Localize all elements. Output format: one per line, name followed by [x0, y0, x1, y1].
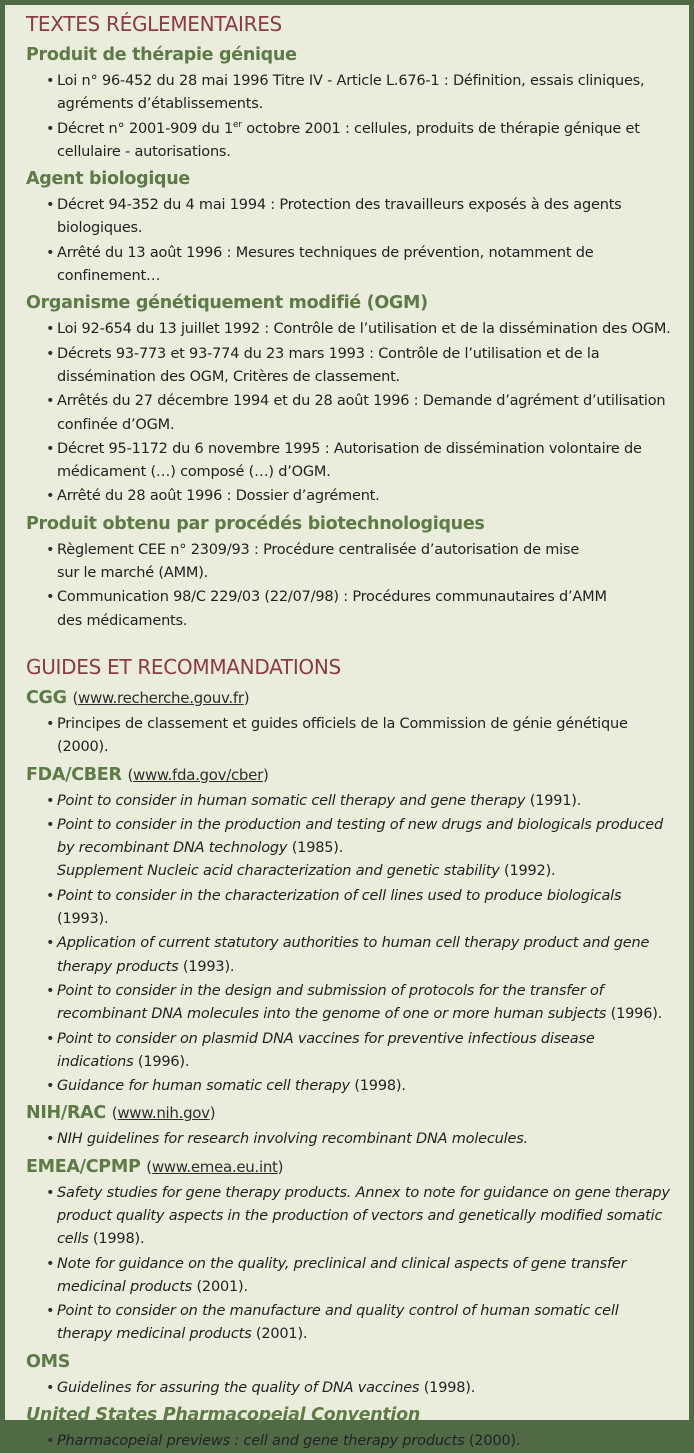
- list-item: • Loi 92-654 du 13 juillet 1992 : Contrôle de l’utilisation et de la dissémination des OGM.: [46, 318, 675, 341]
- list-therapie-genique: [26, 70, 675, 164]
- heading-usp: United States Pharmacopeial Convention: [26, 1405, 421, 1426]
- item-year: (1996).: [133, 1053, 190, 1070]
- list-agent-biologique: [26, 194, 675, 288]
- list-oms: [26, 1377, 675, 1400]
- list-item: • Décret 94-352 du 4 mai 1994 : Protection des travailleurs exposés à des agents biologiques.: [46, 194, 675, 241]
- item-title: Note for guidance on the quality, preclinical and clinical aspects of gene transfer medicinal products: [57, 1255, 627, 1295]
- item-title: Guidelines for assuring the quality of DNA vaccines: [57, 1379, 420, 1396]
- superscript: er: [233, 119, 242, 130]
- org-name: EMEA/CPMP: [26, 1156, 141, 1177]
- item-title: Guidance for human somatic cell therapy: [57, 1078, 350, 1095]
- heading-fda: [26, 765, 675, 785]
- list-item: • Arrêté du 28 août 1996 : Dossier d’agrément.: [46, 485, 675, 508]
- item-title: Pharmacopeial previews : cell and gene therapy products: [57, 1433, 465, 1450]
- heading-ogm: Organisme génétiquement modifié (OGM): [26, 293, 428, 314]
- item-year: (1992).: [499, 863, 556, 880]
- list-item: • Décret 95-1172 du 6 novembre 1995 : Autorisation de dissémination volontaire de médicament (…) composé (…) d’OGM.: [46, 438, 675, 485]
- heading-oms: OMS: [26, 1351, 70, 1372]
- item-year: (2001).: [251, 1326, 308, 1343]
- list-item: [46, 1075, 675, 1098]
- list-item: • Communication 98/C 229/03 (22/07/98) : Procédures communautaires d’AMM des médicaments.: [46, 586, 675, 633]
- item-title: Application of current statutory authorities to human cell therapy product and gene therapy products: [57, 935, 650, 975]
- item-title: NIH guidelines for research involving recombinant DNA molecules.: [57, 1131, 528, 1148]
- org-name: NIH/RAC: [26, 1103, 106, 1124]
- list-item: [46, 932, 675, 979]
- item-year: (1993).: [178, 958, 235, 975]
- section-title-textes: TEXTES RÉGLEMENTAIRES: [26, 12, 282, 36]
- list-item: • Principes de classement et guides officiels de la Commission de génie génétique (2000).: [46, 713, 675, 760]
- fda-link[interactable]: www.fda.gov/cber: [133, 765, 263, 784]
- item-year: (1993).: [57, 911, 109, 928]
- item-text: octobre 2001 : cellules, produits de thérapie génique et cellulaire - autorisations.: [57, 120, 640, 160]
- org-name: CGG: [26, 687, 67, 708]
- list-item: • Loi n° 96-452 du 28 mai 1996 Titre IV - Article L.676-1 : Définition, essais cliniques, agréments d’établissements.: [46, 70, 675, 117]
- url-wrapper: (www.nih.gov): [111, 1104, 216, 1123]
- item-year: (1996).: [606, 1006, 663, 1023]
- url-wrapper: (www.recherche.gouv.fr): [72, 688, 250, 707]
- item-title: Point to consider in the characterization of cell lines used to produce biologicals: [57, 887, 622, 904]
- item-year: (1998).: [349, 1078, 406, 1095]
- item-text: Décret n° 2001-909 du 1: [57, 120, 234, 137]
- cgg-link[interactable]: www.recherche.gouv.fr: [78, 688, 244, 707]
- item-title: Point to consider on the manufacture and quality control of human somatic cell therapy medicinal products: [57, 1303, 619, 1343]
- item-year: (1998).: [419, 1379, 476, 1396]
- list-usp: [26, 1430, 675, 1453]
- item-year: (1998).: [88, 1231, 145, 1248]
- list-item: [46, 1028, 675, 1075]
- list-item: [46, 1430, 675, 1453]
- item-year: (2001).: [192, 1278, 248, 1295]
- item-title: Point to consider on plasmid DNA vaccines for preventive infectious disease indications: [57, 1030, 595, 1070]
- list-item: [46, 1300, 675, 1347]
- list-item: [46, 118, 675, 165]
- list-item: • Règlement CEE n° 2309/93 : Procédure centralisée d’autorisation de mise sur le marché (AMM).: [46, 539, 675, 586]
- list-item: [46, 1377, 675, 1400]
- list-item: • Arrêté du 13 août 1996 : Mesures techniques de prévention, notamment de confinement…: [46, 242, 675, 289]
- list-ogm: [26, 318, 675, 508]
- list-item: [46, 1128, 675, 1151]
- list-item: • Arrêtés du 27 décembre 1994 et du 28 août 1996 : Demande d’agrément d’utilisation confinée d’OGM.: [46, 390, 675, 437]
- org-name: FDA/CBER: [26, 764, 122, 785]
- heading-therapie-genique: Produit de thérapie génique: [26, 45, 297, 65]
- list-emea: [26, 1182, 675, 1347]
- item-title: Supplement Nucleic acid characterization and genetic stability: [57, 863, 500, 880]
- section-title-guides: GUIDES ET RECOMMANDATIONS: [26, 654, 341, 679]
- list-item: [46, 1253, 675, 1300]
- item-title: Safety studies for gene therapy products. Annex to note for guidance on gene therapy product quality aspects in the production of vectors and genetically modified somatic cells: [57, 1184, 670, 1248]
- emea-link[interactable]: www.emea.eu.int: [151, 1157, 278, 1176]
- item-year: (1991).: [525, 792, 582, 809]
- list-item: [46, 885, 675, 932]
- item-title: Point to consider in the production and testing of new drugs and biologicals produced by recombinant DNA technology: [57, 816, 663, 857]
- heading-nih: [26, 1103, 675, 1123]
- heading-emea: [26, 1157, 675, 1177]
- heading-cgg: [26, 688, 675, 708]
- nih-link[interactable]: www.nih.gov: [117, 1104, 210, 1123]
- item-year: (1985).: [287, 840, 344, 857]
- item-title: Point to consider in human somatic cell therapy and gene therapy: [57, 792, 526, 809]
- list-item: • Décrets 93-773 et 93-774 du 23 mars 1993 : Contrôle de l’utilisation et de la dissémination des OGM, Critères de classement.: [46, 343, 675, 390]
- list-item: [46, 814, 675, 884]
- heading-agent-biologique: Agent biologique: [26, 169, 191, 190]
- list-item: [46, 1182, 675, 1252]
- url-wrapper: (www.fda.gov/cber): [127, 765, 269, 784]
- list-item: [46, 790, 675, 813]
- document-panel: [5, 5, 689, 1450]
- list-nih: [26, 1128, 675, 1151]
- url-wrapper: (www.emea.eu.int): [146, 1157, 284, 1176]
- list-item: [46, 980, 675, 1027]
- list-biotech: [26, 539, 675, 633]
- list-fda: [26, 790, 675, 1099]
- heading-biotech: Produit obtenu par procédés biotechnologiques: [26, 513, 485, 534]
- item-year: (2000).: [464, 1433, 521, 1450]
- item-title: Point to consider in the design and submission of protocols for the transfer of recombinant DNA molecules into the genome of one or more human subjects: [57, 982, 607, 1023]
- list-cgg: [26, 713, 675, 760]
